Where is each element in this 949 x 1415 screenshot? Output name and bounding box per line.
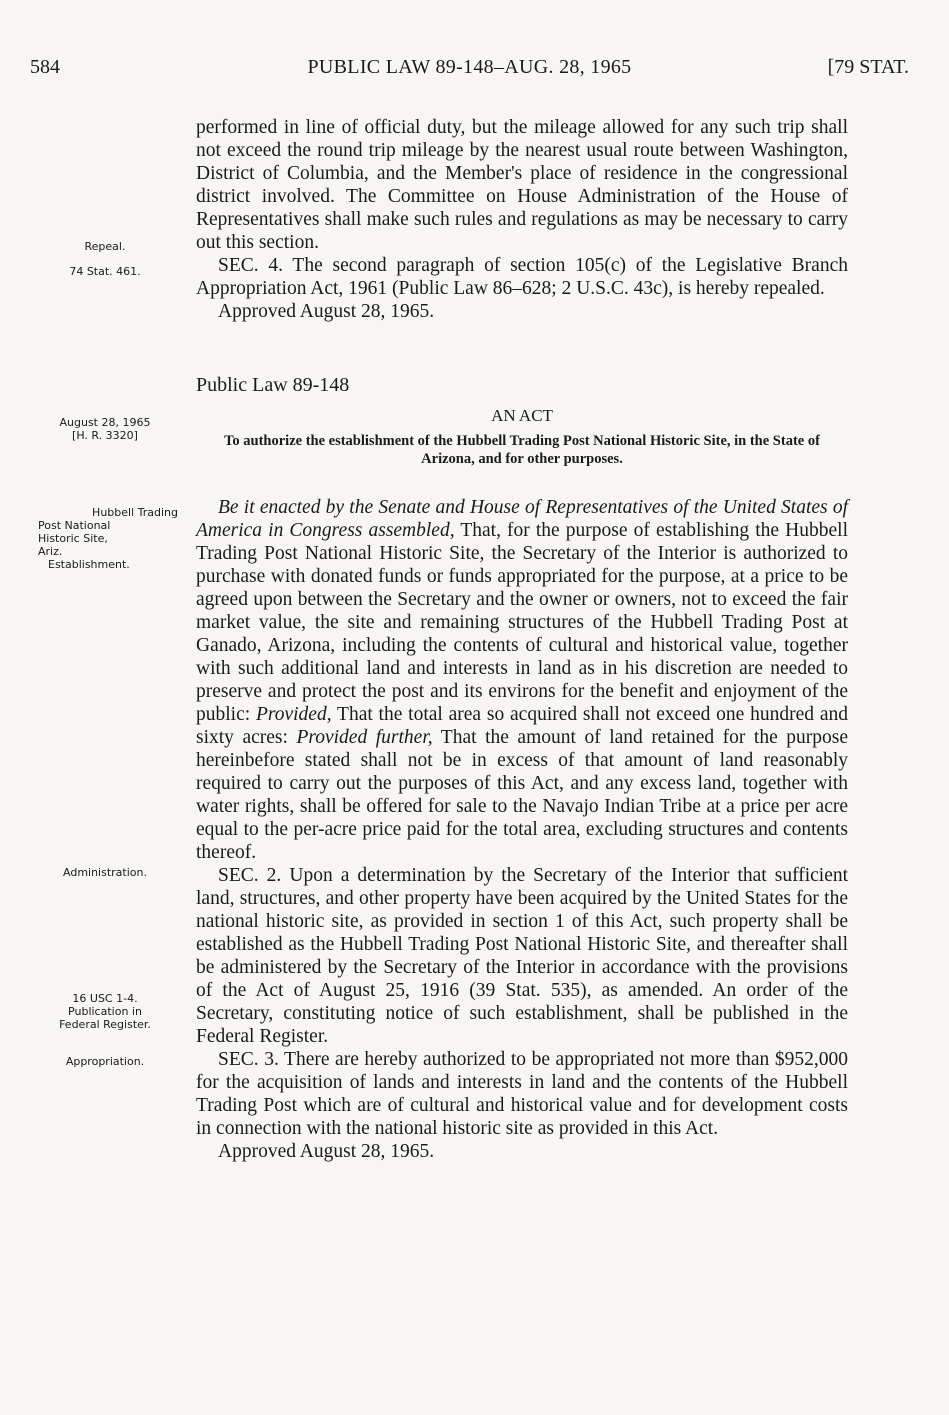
margin-note-text: Repeal.	[84, 240, 126, 253]
margin-note-hubbell	[20, 506, 178, 571]
act-subtitle: To authorize the establishment of the Hubbell Trading Post National Historic Site, in the State of Arizona, and for other purposes.	[224, 433, 820, 467]
page-number: 584	[30, 56, 60, 78]
section-label: SEC. 2.	[218, 865, 282, 886]
section-text: There are hereby authorized to be appropriated not more than $952,000 for the acquisition of lands and interests in land and the contents of the Hubbell Trading Post which are of cultural and historical value and for development costs in connection with the national historic site as provided in this Act.	[196, 1049, 848, 1139]
approval-line: Approved August 28, 1965.	[218, 301, 435, 322]
section-text: Upon a determination by the Secretary of the Interior that sufficient land, structures, and other property have been acquired by the United States for the national historic site, as provided in section 1 of this Act, such property shall be established as the Hubbell Trading Post National Historic Site, and thereafter shall be administered by the Secretary of the Interior in accordance with the provisions of the Act of August 25, 1916 (39 Stat. 535), as amended. An order of the Secretary, constituting notice of such establishment, shall be published in the Federal Register.	[196, 865, 849, 1047]
approval-line: Approved August 28, 1965.	[218, 1141, 435, 1162]
volume-label: [79 STAT.	[827, 56, 909, 78]
running-header	[30, 56, 909, 90]
margin-note-text: Post National	[38, 519, 111, 532]
margin-note-date	[30, 416, 180, 442]
margin-note-text: Publication in	[68, 1005, 142, 1018]
margin-note-text: Administration.	[63, 866, 147, 879]
section-2	[196, 864, 848, 1048]
section-label: SEC. 4.	[218, 255, 284, 276]
section-text: The second paragraph of section 105(c) of the Legislative Branch Appropriation Act, 1961 (Public Law 86–628; 2 U.S.C. 43c), is hereby repealed.	[196, 255, 848, 299]
enacting-text: That the amount of land retained for the purpose hereinbefore stated shall not be in excess of that amount of land reasonably required to carry out the purposes of this Act, and any excess land, together with water rights, shall be offered for sale to the Navajo Indian Tribe at a price per acre equal to the per-acre price paid for the total area, excluding structures and contents thereof.	[196, 727, 848, 863]
margin-note-usc	[30, 992, 180, 1031]
margin-note-text: Establishment.	[48, 558, 130, 571]
margin-note-text: Federal Register.	[59, 1018, 151, 1031]
margin-note-administration	[30, 866, 180, 879]
margin-note-text: Hubbell Trading	[92, 506, 178, 519]
margin-note-repeal-cite	[30, 265, 180, 278]
act-body	[196, 496, 848, 1163]
law-title: Public Law 89-148	[196, 374, 350, 396]
act-heading: AN ACT	[491, 406, 553, 425]
margin-note-repeal	[30, 240, 180, 253]
margin-note-text: Appropriation.	[65, 1055, 145, 1068]
proviso-label: Provided,	[255, 704, 332, 725]
margin-note-text: [H. R. 3320]	[72, 429, 138, 442]
section-block-top	[196, 116, 848, 323]
margin-note-text: 74 Stat. 461.	[69, 265, 141, 278]
section-3	[196, 1048, 848, 1140]
enacting-text: That the total area so acquired shall not exceed one hundred and sixty acres:	[196, 704, 848, 748]
header-title: PUBLIC LAW 89-148–AUG. 28, 1965	[307, 56, 632, 78]
margin-note-text: Historic Site,	[38, 532, 108, 545]
section-label: SEC. 3.	[218, 1049, 279, 1070]
margin-note-appropriation	[30, 1055, 180, 1068]
enacting-formula: Be it enacted by the Senate and House of Representatives of the United States of America in Congress assembled,	[196, 497, 848, 541]
margin-note-text: Ariz.	[38, 545, 63, 558]
proviso-label: Provided further,	[296, 727, 433, 748]
enacting-text: That, for the purpose of establishing the Hubbell Trading Post National Historic Site, the Secretary of the Interior is authorized to purchase with donated funds or funds appropriated for the purpose, at a price to be agreed upon between the Secretary and the owner or owners, not to exceed the fair market value, the site and remaining structures of the Hubbell Trading Post at Ganado, Arizona, including the contents of cultural and historical value, together with such additional land and interests in land as in his discretion are needed to preserve and protect the post and its environs for the benefit and enjoyment of the public:	[196, 520, 848, 725]
section-4	[196, 254, 848, 300]
enacting-clause	[196, 496, 848, 864]
margin-note-text: 16 USC 1-4.	[72, 992, 138, 1005]
margin-note-text: August 28, 1965	[59, 416, 151, 429]
carryover-paragraph: performed in line of official duty, but the mileage allowed for any such trip shall not exceed the round trip mileage by the nearest usual route between Washington, District of Columbia, and the Member's place of residence in the congressional district involved. The Committee on House Administration of the House of Representatives shall make such rules and regulations as may be necessary to carry out this section.	[196, 117, 848, 253]
